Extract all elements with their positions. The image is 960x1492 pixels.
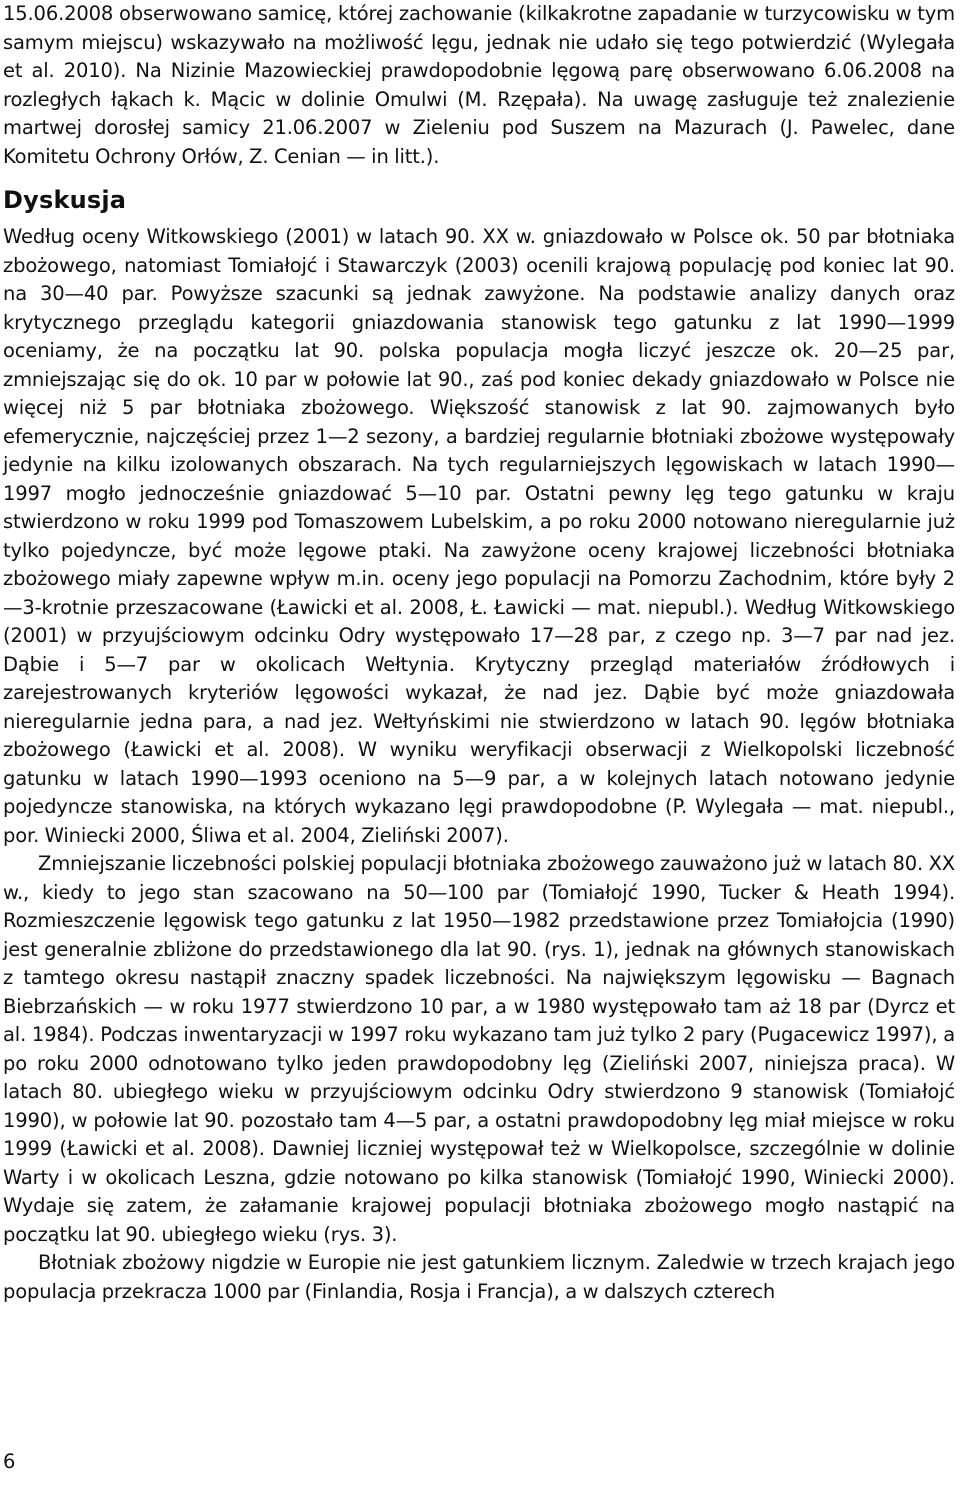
discussion-paragraph-3: Błotniak zbożowy nigdzie w Europie nie jest gatunkiem licznym. Zaledwie w trzech krajach jego populacja przekracza 1000 par (Finlandia, Rosja i Francja), a w dalszych czterech [3, 1251, 955, 1303]
intro-paragraph: 15.06.2008 obserwowano samicę, której zachowanie (kilkakrotne zapadanie w turzycowisku w tym samym miejscu) wskazywało na możliwość lęgu, jednak nie udało się tego potwierdzić (Wylegała et al. 2010). Na Nizinie Mazowieckiej prawdopodobnie lęgową parę obserwowano 6.06.2008 na rozległych łąkach k. Mącic w dolinie Omulwi (M. Rzępała). Na uwagę zasługuje też znalezienie martwej dorosłej samicy 21.06.2007 w Zieleniu pod Suszem na Mazurach (J. Pawelec, dane Komitetu Ochrony Orłów, Z. Cenian — in litt.). [3, 2, 955, 168]
discussion-paragraph-1: Według oceny Witkowskiego (2001) w latach 90. XX w. gniazdowało w Polsce ok. 50 par błotniaka zbożowego, natomiast Tomiałojć i Stawarczyk (2003) ocenili krajową populację pod koniec lat 90. na 30—40 par. Powyższe szacunki są jednak zawyżone. Na podstawie analizy danych oraz krytycznego przeglądu kategorii gniazdowania stanowisk tego gatunku z lat 1990—1999 oceniamy, że na początku lat 90. polska populacja mogła liczyć jeszcze ok. 20—25 par, zmniejszając się do ok. 10 par w połowie lat 90., zaś pod koniec dekady gniazdowało w Polsce nie więcej niż 5 par błotniaka zbożowego. Większość stanowisk z lat 90. zajmowanych było efemerycznie, najczęściej przez 1—2 sezony, a bardziej regularnie błotniaki zbożowe występowały jedynie na kilku izolowanych obszarach. Na tych regularniejszych lęgowiskach w latach 1990—1997 mogło jednocześnie gniazdować 5—10 par. Ostatni pewny lęg tego gatunku w kraju stwierdzono w roku 1999 pod Tomaszowem Lubelskim, a po roku 2000 notowano nieregularnie już tylko pojedyncze, być może lęgowe ptaki. Na zawyżone oceny krajowej liczebności błotniaka zbożowego miały zapewne wpływ m.in. oceny jego populacji na Pomorzu Zachodnim, które były 2—3-krotnie przeszacowane (Ławicki et al. 2008, Ł. Ławicki — mat. niepubl.). Według Witkowskiego (2001) w przyujściowym odcinku Odry występowało 17—28 par, z czego np. 3—7 par nad jez. Dąbie i 5—7 par w okolicach Wełtynia. Krytyczny przegląd materiałów źródłowych i zarejestrowanych kryteriów lęgowości wykazał, że nad jez. Dąbie być może gniazdowała nieregularnie jedna para, a nad jez. Wełtyńskimi nie stwierdzono w latach 90. lęgów błotniaka zbożowego (Ławicki et al. 2008). W wyniku weryfikacji obserwacji z Wielkopolski liczebność gatunku w latach 1990—1993 oceniono na 5—9 par, a w kolejnych latach notowano jedynie pojedyncze stanowiska, na których wykazano lęgi prawdopodobne (P. Wylegała — mat. niepubl., por. Winiecki 2000, Śliwa et al. 2004, Zieliński 2007). [3, 225, 955, 847]
document-page [3, 0, 955, 1306]
section-heading: Dyskusja [3, 186, 127, 214]
page-number: 6 [3, 1450, 16, 1473]
discussion-paragraph-2: Zmniejszanie liczebności polskiej populacji błotniaka zbożowego zauważono już w latach 80. XX w., kiedy to jego stan szacowano na 50—100 par (Tomiałojć 1990, Tucker & Heath 1994). Rozmieszczenie lęgowisk tego gatunku z lat 1950—1982 przedstawione przez Tomiałojcia (1990) jest generalnie zbliżone do przedstawionego dla lat 90. (rys. 1), jednak na głównych stanowiskach z tamtego okresu nastąpił znaczny spadek liczebności. Na największym lęgowisku — Bagnach Biebrzańskich — w roku 1977 stwierdzono 10 par, a w 1980 występowało tam aż 18 par (Dyrcz et al. 1984). Podczas inwentaryzacji w 1997 roku wykazano tam już tylko 2 pary (Pugacewicz 1997), a po roku 2000 odnotowano tylko jeden prawdopodobny lęg (Zieliński 2007, niniejsza praca). W latach 80. ubiegłego wieku w przyujściowym odcinku Odry stwierdzono 9 stanowisk (Tomiałojć 1990), w połowie lat 90. pozostało tam 4—5 par, a ostatni prawdopodobny lęg miał miejsce w roku 1999 (Ławicki et al. 2008). Dawniej liczniej występował też w Wielkopolsce, szczególnie w dolinie Warty i w okolicach Leszna, gdzie notowano po kilka stanowisk (Tomiałojć 1990, Winiecki 2000). Wydaje się zatem, że załamanie krajowej populacji błotniaka zbożowego mogło nastąpić na początku lat 90. ubiegłego wieku (rys. 3). [3, 852, 955, 1246]
